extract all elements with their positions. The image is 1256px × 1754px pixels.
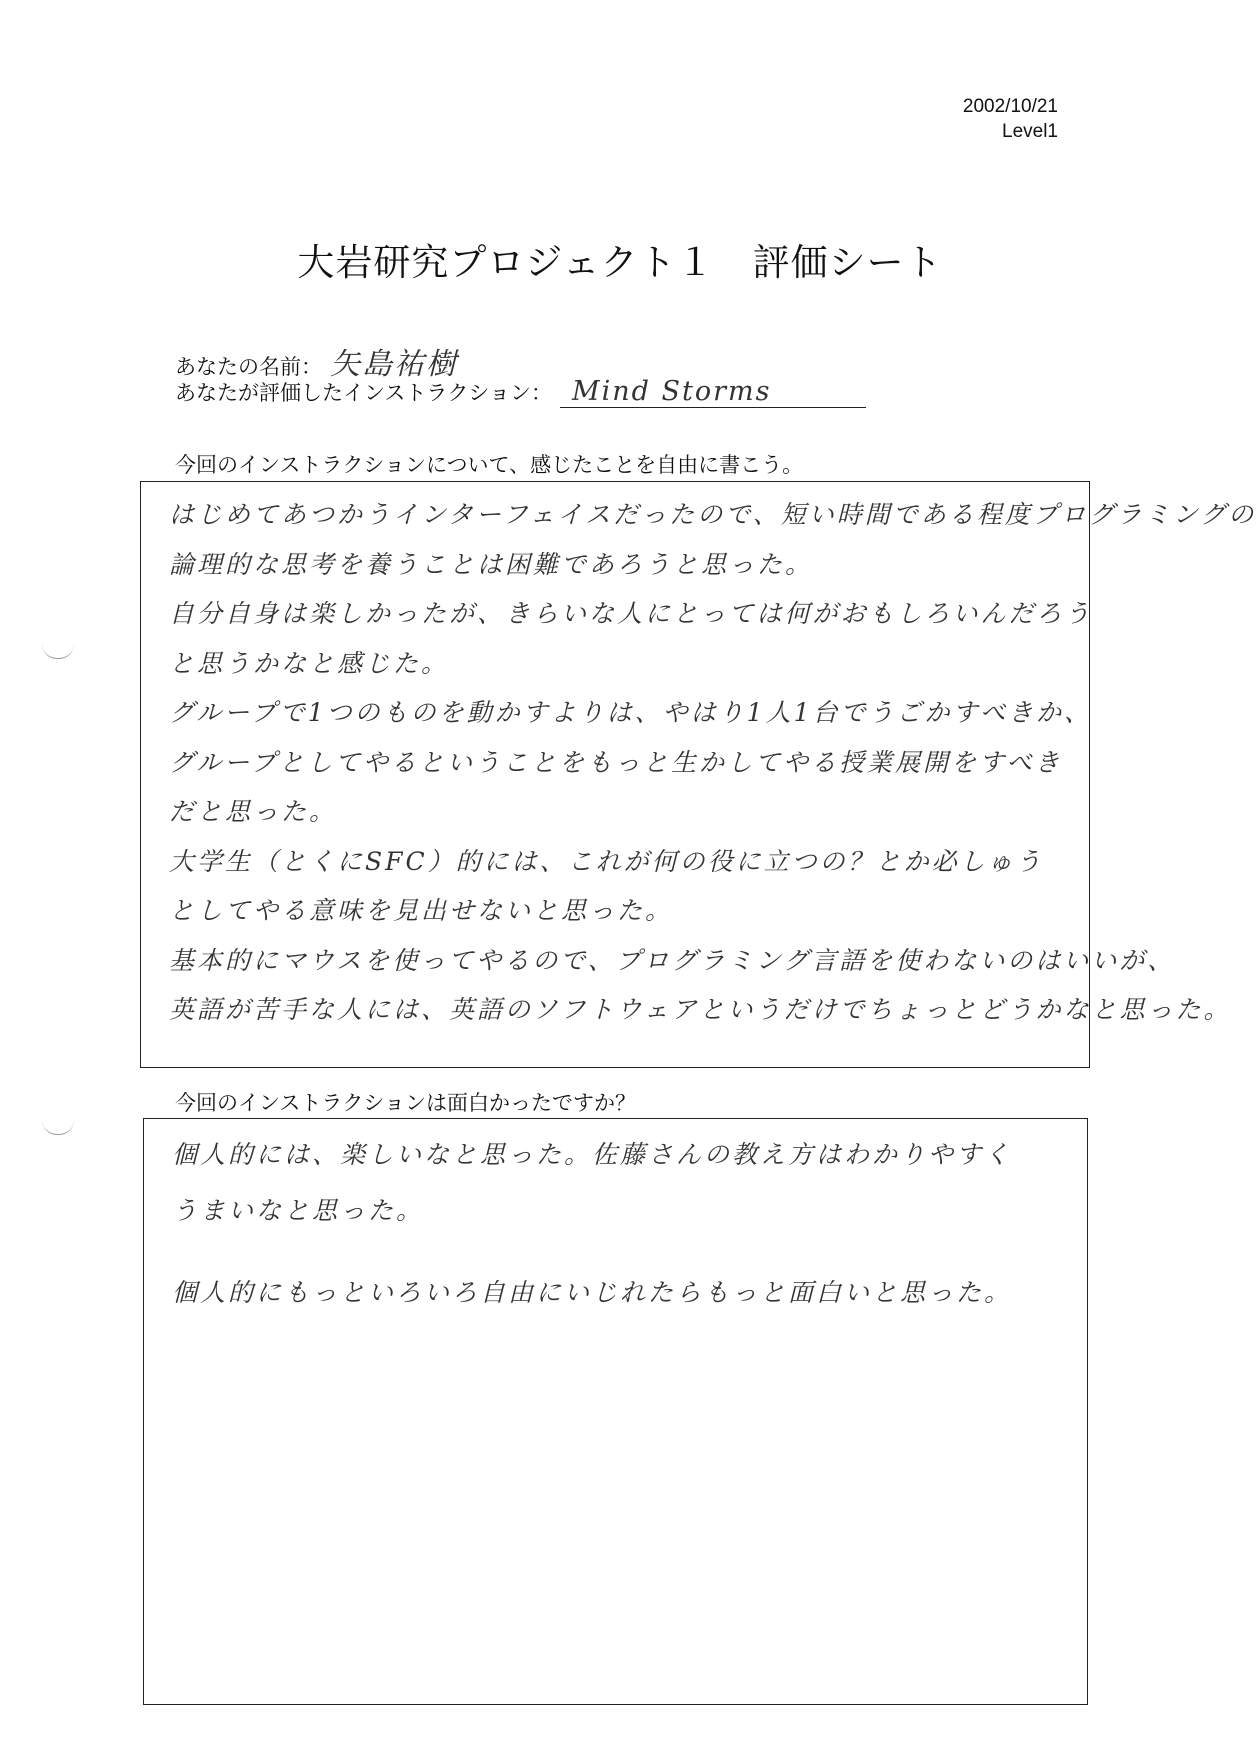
question-1-label: 今回のインストラクションについて、感じたことを自由に書こう。 <box>175 453 804 477</box>
answer-line: 論理的な思考を養うことは困難であろうと思った。 <box>169 549 814 579</box>
instruction-label: あなたが評価したインストラクション： <box>175 381 552 405</box>
punch-hole-mark <box>42 644 74 659</box>
answer-line: 個人的には、楽しいなと思った。佐藤さんの教え方はわかりやすく <box>172 1140 1013 1169</box>
answer-line: 大学生（とくにSFC）的には、これが何の役に立つの？とか必しゅう <box>169 846 1044 876</box>
name-value: 矢島祐樹 <box>330 347 458 382</box>
answer-box-1 <box>140 481 1256 1068</box>
answer-line: はじめてあつかうインターフェイスだったので、短い時間である程度プログラミングの <box>169 500 1256 529</box>
page-title: 大岩研究プロジェクト１ 評価シート <box>297 241 943 284</box>
punch-hole-mark <box>42 1120 74 1135</box>
answer-line: 基本的にマウスを使ってやるので、プログラミング言語を使わないのはいいが、 <box>169 945 1176 975</box>
answer-line: 自分自身は楽しかったが、きらいな人にとっては何がおもしろいんだろう <box>169 599 1093 628</box>
answer-line: 個人的にもっといろいろ自由にいじれたらもっと面白いと思った。 <box>172 1278 1013 1307</box>
answer-line: グループで1つのものを動かすよりは、やはり1人1台でうごかすべきか、 <box>169 698 1092 727</box>
header-meta <box>963 94 1058 144</box>
answer-line: としてやる意味を見出せないと思った。 <box>169 896 674 925</box>
level-label: Level1 <box>1002 121 1058 142</box>
answer-line: 英語が苦手な人には、英語のソフトウェアというだけでちょっとどうかなと思った。 <box>169 995 1232 1024</box>
name-label: あなたの名前： <box>175 355 322 379</box>
date-label: 2002/10/21 <box>962 96 1058 117</box>
answer-line: うまいなと思った。 <box>172 1196 425 1225</box>
instruction-value: Mind Storms <box>560 376 866 408</box>
question-2-label: 今回のインストラクションは面白かったですか？ <box>175 1091 636 1115</box>
answer-line: グループとしてやるということをもっと生かしてやる授業展開をすべき <box>169 747 1063 777</box>
answer-line: だと思った。 <box>169 797 338 826</box>
answer-box-2 <box>143 1118 1088 1705</box>
instruction-field <box>175 376 866 408</box>
answer-line: と思うかなと感じた。 <box>169 648 450 678</box>
